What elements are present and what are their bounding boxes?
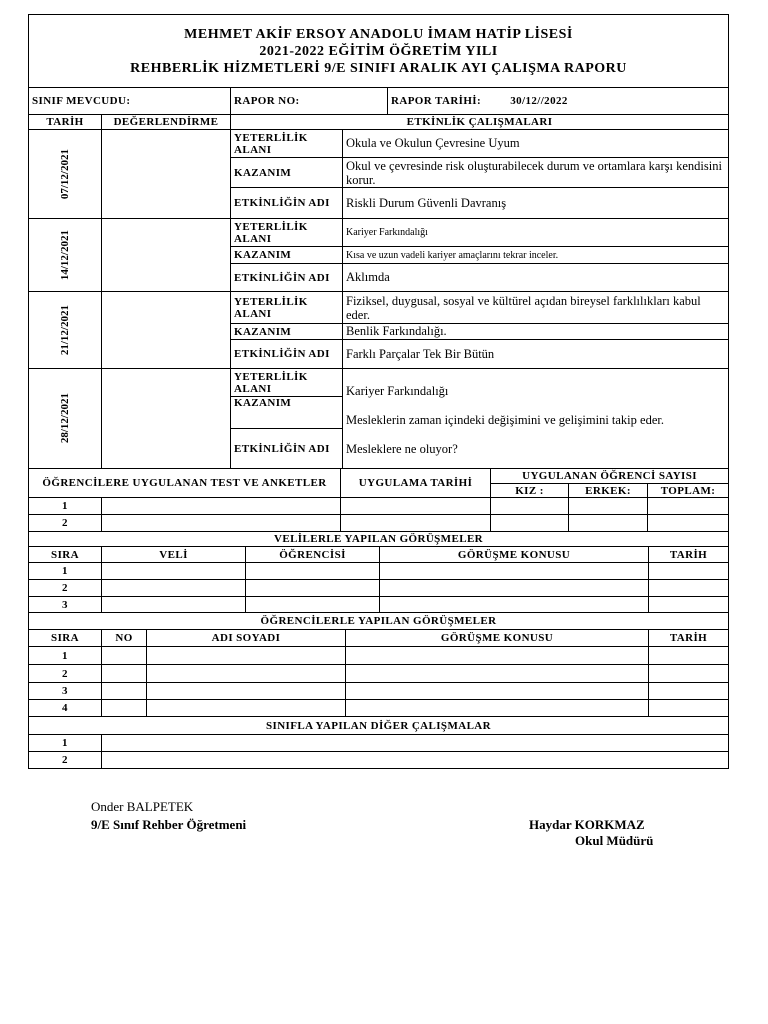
row-number: 4 bbox=[29, 700, 102, 717]
col-date: TARİH bbox=[29, 115, 102, 130]
row-number: 2 bbox=[29, 665, 102, 683]
boys-header: ERKEK: bbox=[569, 484, 648, 498]
col-activities: ETKİNLİK ÇALIŞMALARI bbox=[231, 115, 729, 130]
activity-name-label: ETKİNLİĞİN ADI bbox=[231, 264, 343, 292]
tests-table bbox=[28, 468, 729, 532]
boys-cell bbox=[569, 515, 648, 532]
row-number: 1 bbox=[29, 647, 102, 665]
outcome-value: Mesleklerin zaman içindeki değişimini ve gelişimini takip eder. bbox=[346, 413, 664, 427]
activity-evaluation bbox=[102, 369, 231, 469]
test-name-cell bbox=[102, 515, 341, 532]
application-date-header: UYGULAMA TARİHİ bbox=[341, 469, 491, 498]
col-student: ÖĞRENCİSİ bbox=[246, 547, 380, 563]
tests-title: ÖĞRENCİLERE UYGULANAN TEST VE ANKETLER bbox=[29, 469, 341, 498]
activity-date: 14/12/2021 bbox=[29, 219, 102, 292]
row-number: 1 bbox=[29, 498, 102, 515]
col-order: SIRA bbox=[29, 630, 102, 647]
competency-value: Fiziksel, duygusal, sosyal ve kültürel açıdan bireysel farklılıkları kabul eder. bbox=[343, 292, 729, 324]
other-work-table bbox=[28, 716, 729, 769]
activity-name-value: Farklı Parçalar Tek Bir Bütün bbox=[343, 340, 729, 369]
teacher-name: Onder BALPETEK bbox=[91, 799, 194, 814]
col-order: SIRA bbox=[29, 547, 102, 563]
row-number: 3 bbox=[29, 683, 102, 700]
total-cell bbox=[648, 498, 729, 515]
competency-label: YETERLİLİK ALANI bbox=[231, 219, 343, 247]
test-date-cell bbox=[341, 498, 491, 515]
competency-label: YETERLİLİK ALANI bbox=[231, 292, 343, 324]
girls-cell bbox=[491, 515, 569, 532]
competency-label: YETERLİLİK ALANI bbox=[231, 130, 343, 158]
activity-evaluation bbox=[102, 130, 231, 219]
outcome-label: KAZANIM bbox=[231, 158, 343, 188]
outcome-value: Benlik Farkındalığı. bbox=[343, 324, 729, 340]
outcome-value: Okul ve çevresinde risk oluşturabilecek durum ve ortamlara karşı kendisini korur. bbox=[343, 158, 729, 188]
school-name: MEHMET AKİF ERSOY ANADOLU İMAM HATİP LİSESİ bbox=[184, 26, 573, 42]
report-date-cell bbox=[388, 88, 729, 115]
competency-value: Okula ve Okulun Çevresine Uyum bbox=[343, 130, 729, 158]
activity-name-label: ETKİNLİĞİN ADI bbox=[231, 188, 343, 219]
report-date-label: RAPOR TARİHİ: bbox=[391, 95, 482, 107]
row-number: 2 bbox=[29, 580, 102, 597]
col-date: TARİH bbox=[649, 547, 729, 563]
outcome-label: KAZANIM bbox=[231, 397, 343, 429]
report-page bbox=[28, 14, 728, 769]
activity-name-value: Aklımda bbox=[343, 264, 729, 292]
test-name-cell bbox=[102, 498, 341, 515]
activity-name-value: Riskli Durum Güvenli Davranış bbox=[343, 188, 729, 219]
col-number: NO bbox=[102, 630, 147, 647]
report-date-value: 30/12//2022 bbox=[510, 95, 568, 107]
total-header: TOPLAM: bbox=[648, 484, 729, 498]
boys-cell bbox=[569, 498, 648, 515]
outcome-label: KAZANIM bbox=[231, 247, 343, 264]
other-work-title: SINIFLA YAPILAN DİĞER ÇALIŞMALAR bbox=[29, 717, 729, 735]
outcome-label: KAZANIM bbox=[231, 324, 343, 340]
row-number: 1 bbox=[29, 735, 102, 752]
col-topic: GÖRÜŞME KONUSU bbox=[380, 547, 649, 563]
academic-year: 2021-2022 EĞİTİM ÖĞRETİM YILI bbox=[259, 43, 498, 59]
report-title: REHBERLİK HİZMETLERİ 9/E SINIFI ARALIK AYI ÇALIŞMA RAPORU bbox=[130, 60, 627, 76]
principal-title: Okul Müdürü bbox=[575, 833, 654, 848]
col-topic: GÖRÜŞME KONUSU bbox=[346, 630, 649, 647]
student-meetings-title: ÖĞRENCİLERLE YAPILAN GÖRÜŞMELER bbox=[29, 613, 729, 630]
activity-evaluation bbox=[102, 292, 231, 369]
activity-date: 28/12/2021 bbox=[29, 369, 102, 469]
competency-value: Kariyer Farkındalığı bbox=[346, 384, 449, 398]
total-cell bbox=[648, 515, 729, 532]
activity-4-details bbox=[343, 369, 729, 469]
parent-meetings-table bbox=[28, 531, 729, 613]
student-count-header: UYGULANAN ÖĞRENCİ SAYISI bbox=[491, 469, 729, 484]
row-number: 2 bbox=[29, 515, 102, 532]
class-size-label: SINIF MEVCUDU: bbox=[29, 88, 231, 115]
teacher-title: 9/E Sınıf Rehber Öğretmeni bbox=[91, 817, 247, 832]
col-date: TARİH bbox=[649, 630, 729, 647]
report-no-label: RAPOR NO: bbox=[231, 88, 388, 115]
student-meetings-table bbox=[28, 612, 729, 717]
col-name: ADI SOYADI bbox=[147, 630, 346, 647]
row-number: 3 bbox=[29, 597, 102, 613]
girls-cell bbox=[491, 498, 569, 515]
activity-name-value: Mesleklere ne oluyor? bbox=[346, 442, 458, 456]
main-table bbox=[28, 14, 729, 469]
activity-evaluation bbox=[102, 219, 231, 292]
parent-meetings-title: VELİLERLE YAPILAN GÖRÜŞMELER bbox=[29, 532, 729, 547]
competency-value: Kariyer Farkındalığı bbox=[343, 219, 729, 247]
outcome-value: Kısa ve uzun vadeli kariyer amaçlarını tekrar inceler. bbox=[343, 247, 729, 264]
col-evaluation: DEĞERLENDİRME bbox=[102, 115, 231, 130]
activity-date: 21/12/2021 bbox=[29, 292, 102, 369]
principal-name: Haydar KORKMAZ bbox=[529, 817, 645, 832]
activity-date: 07/12/2021 bbox=[29, 130, 102, 219]
test-date-cell bbox=[341, 515, 491, 532]
row-number: 2 bbox=[29, 752, 102, 769]
report-header bbox=[29, 15, 729, 88]
activity-name-label: ETKİNLİĞİN ADI bbox=[231, 429, 343, 469]
row-number: 1 bbox=[29, 563, 102, 580]
girls-header: KIZ : bbox=[491, 484, 569, 498]
col-parent: VELİ bbox=[102, 547, 246, 563]
competency-label: YETERLİLİK ALANI bbox=[231, 369, 343, 397]
activity-name-label: ETKİNLİĞİN ADI bbox=[231, 340, 343, 369]
